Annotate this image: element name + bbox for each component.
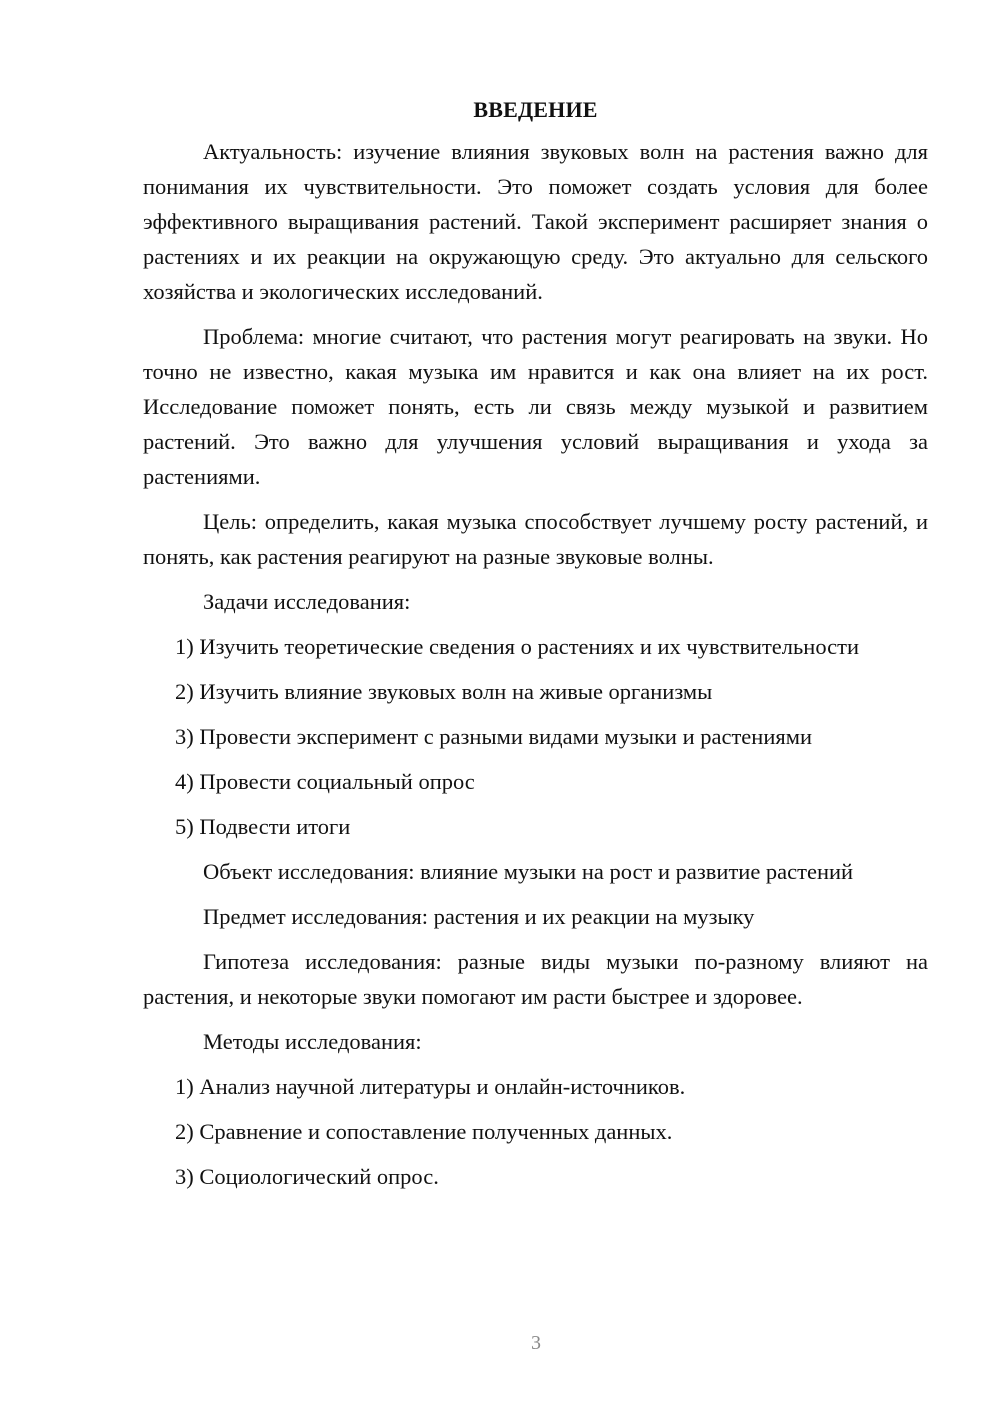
task-item: 1) Изучить теоретические сведения о растениях и их чувствительности <box>175 634 859 659</box>
section-title: ВВЕДЕНИЕ <box>473 97 598 122</box>
method-item: 1) Анализ научной литературы и онлайн-источников. <box>175 1074 686 1099</box>
methods-list <box>143 1069 928 1194</box>
goal-paragraph: Цель: определить, какая музыка способствует лучшему росту растений, и понять, как растения реагируют на разные звуковые волны. <box>143 509 928 569</box>
tasks-heading: Задачи исследования: <box>203 589 411 614</box>
relevance-paragraph: Актуальность: изучение влияния звуковых волн на растения важно для понимания их чувствительности. Это поможет создать условия для более эффективного выращивания растений. Такой эксперимент расширяет знания о растениях и их реакции на окружающую среду. Это актуально для сельского хозяйства и экологических исследований. <box>143 139 928 304</box>
subject-line: Предмет исследования: растения и их реакции на музыку <box>203 904 755 929</box>
tasks-list <box>143 629 928 844</box>
task-item: 4) Провести социальный опрос <box>175 769 475 794</box>
method-item: 2) Сравнение и сопоставление полученных данных. <box>175 1119 673 1144</box>
method-item: 3) Социологический опрос. <box>175 1164 439 1189</box>
hypothesis-paragraph: Гипотеза исследования: разные виды музыки по-разному влияют на растения, и некоторые звуки помогают им расти быстрее и здоровее. <box>143 949 928 1009</box>
task-item: 3) Провести эксперимент с разными видами музыки и растениями <box>175 724 813 749</box>
task-item: 2) Изучить влияние звуковых волн на живые организмы <box>175 679 713 704</box>
methods-heading: Методы исследования: <box>203 1029 422 1054</box>
object-line: Объект исследования: влияние музыки на рост и развитие растений <box>203 859 854 884</box>
page-number: 3 <box>531 1332 541 1354</box>
problem-paragraph: Проблема: многие считают, что растения могут реагировать на звуки. Но точно не известно, какая музыка им нравится и как она влияет на их рост. Исследование поможет понять, есть ли связь между музыкой и развитием растений. Это важно для улучшения условий выращивания и ухода за растениями. <box>143 324 928 489</box>
page-content <box>143 92 928 1204</box>
task-item: 5) Подвести итоги <box>175 814 351 839</box>
